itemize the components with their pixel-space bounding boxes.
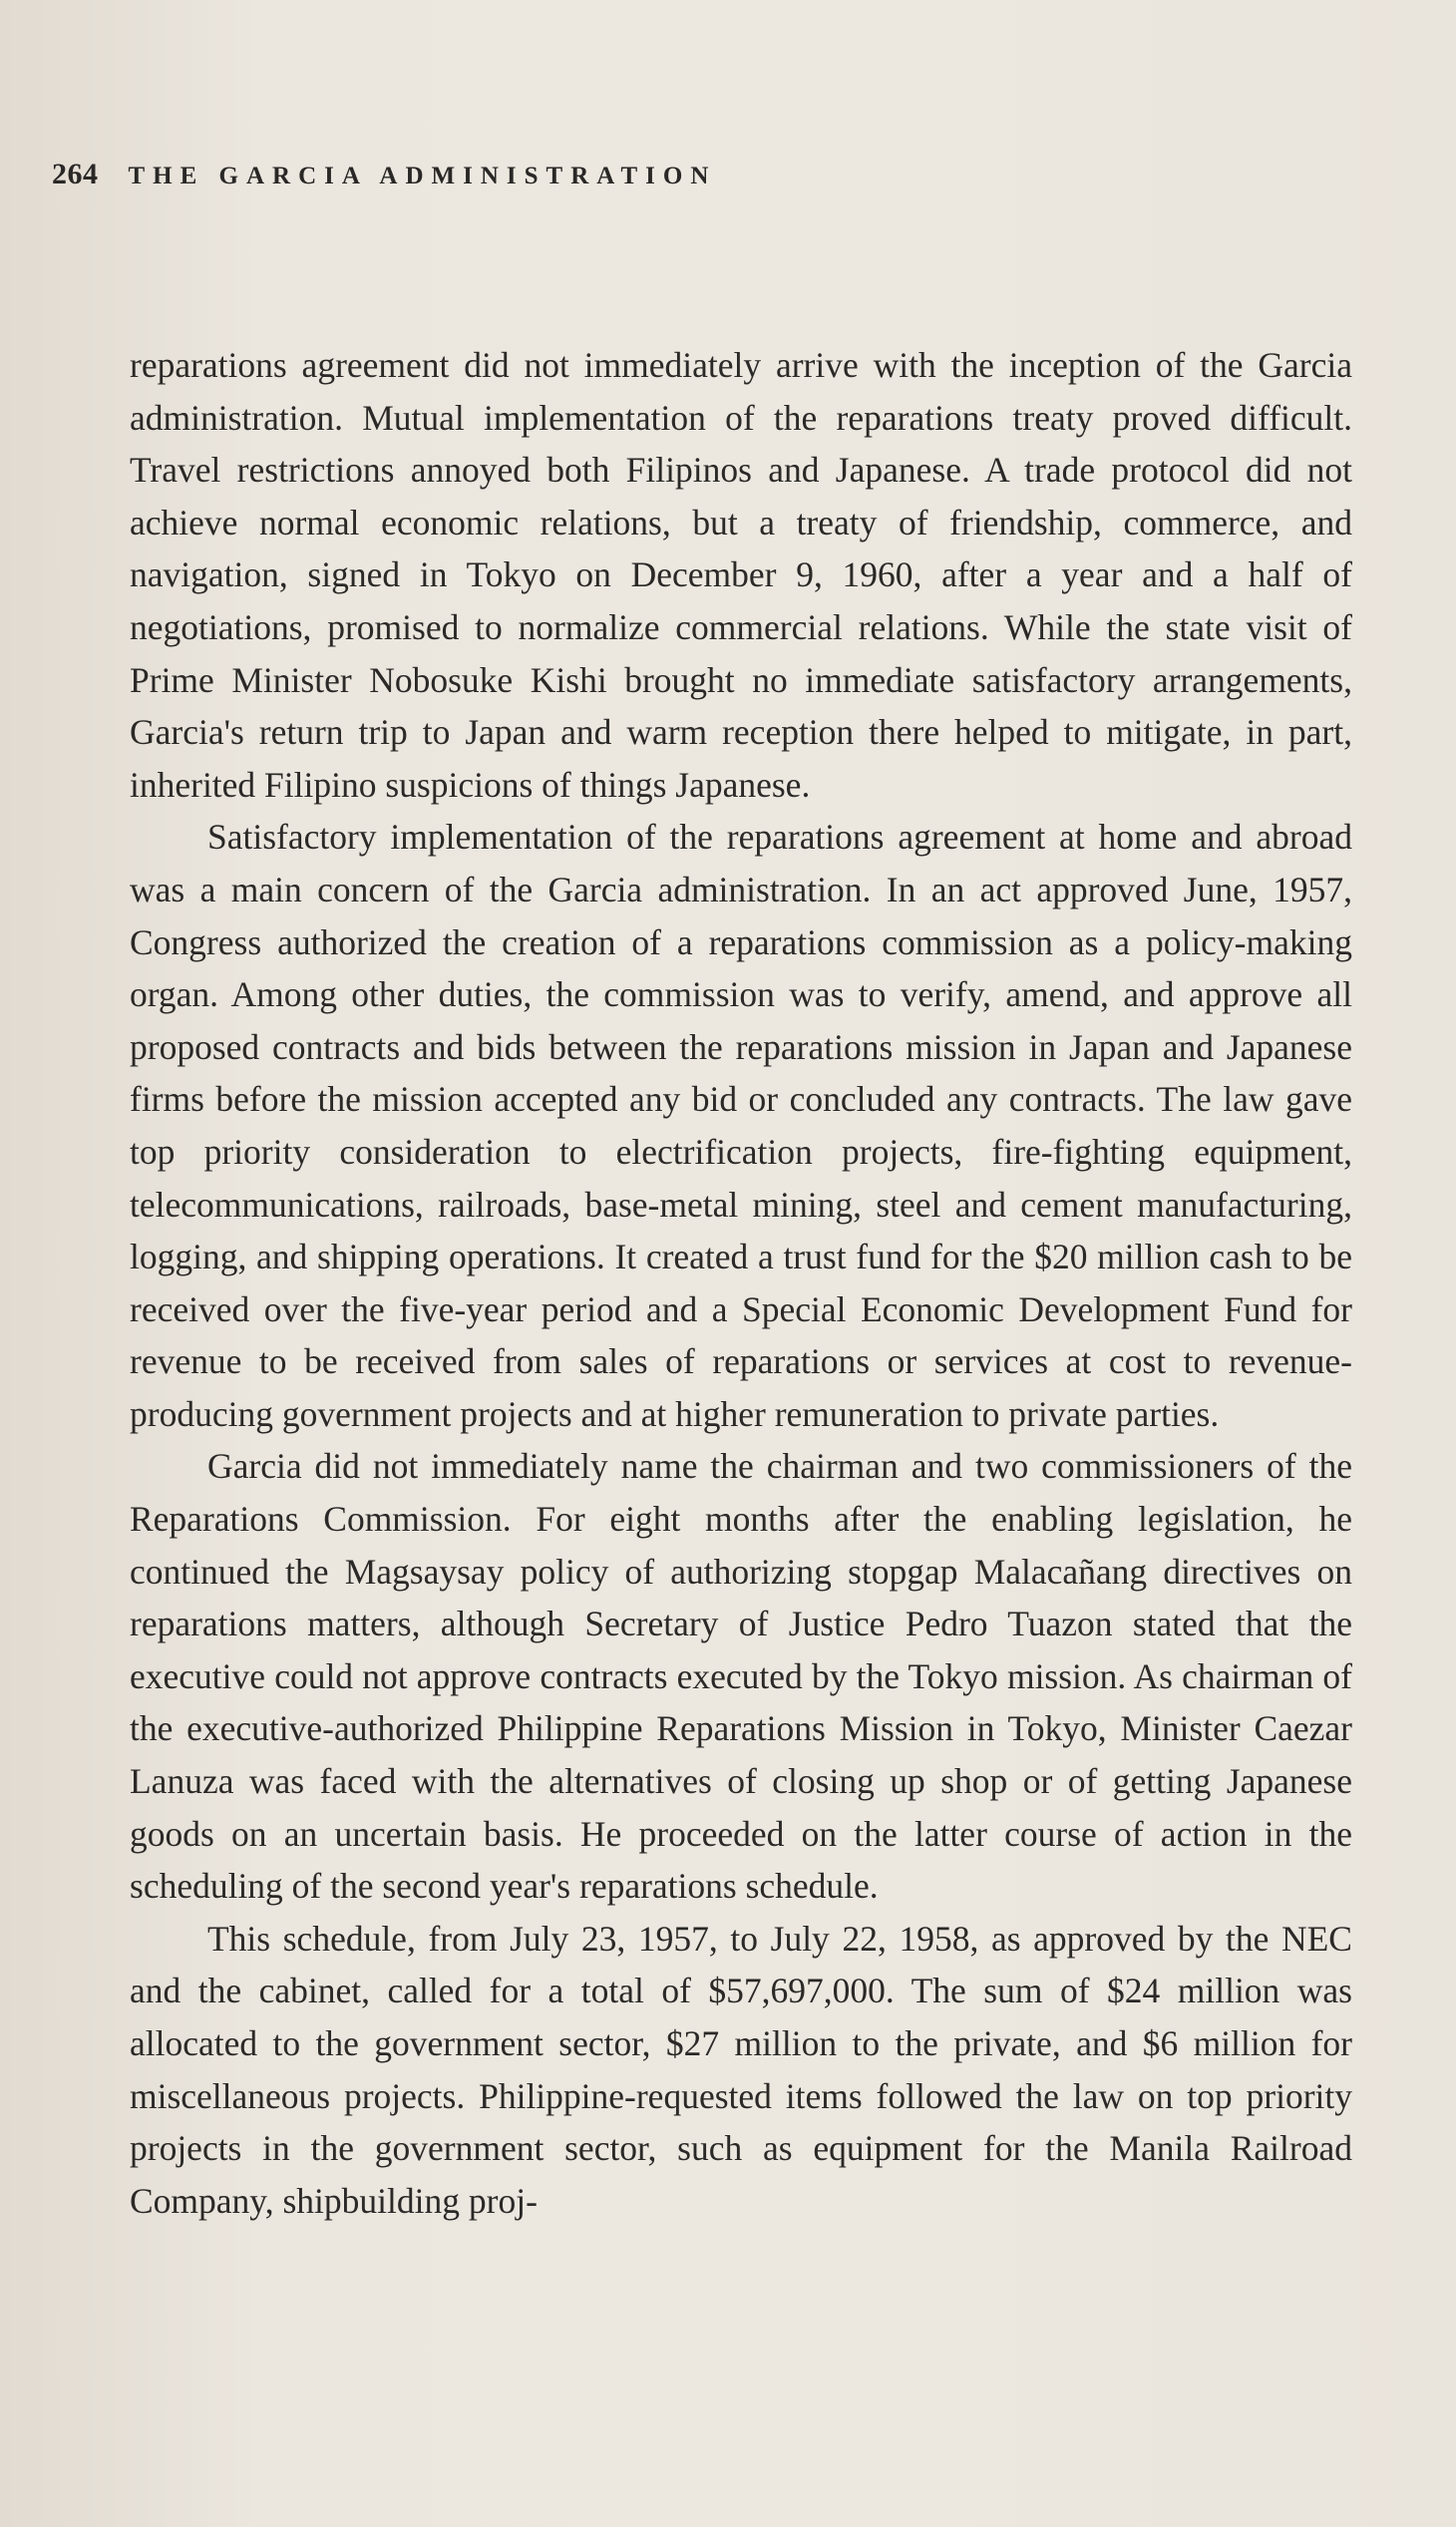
paragraph-2: Satisfactory implementation of the reparations agreement at home and abroad was a main concern of the Garcia administration. In an act approved June, 1957, Congress authorized the creation of a reparations commission as a policy-making organ. Among other duties, the commission was to verify, amend, and approve all proposed contracts and bids between the reparations mission in Japan and Japanese firms before the mission accepted any bid or concluded any contracts. The law gave top priority consideration to electrification projects, fire-fighting equipment, telecommunications, railroads, base-metal mining, steel and cement manufacturing, logging, and shipping operations. It created a trust fund for the $20 million cash to be received over the five-year period and a Special Economic Development Fund for revenue to be received from sales of reparations or services at cost to revenue-producing government projects and at higher remuneration to private parties. bbox=[130, 817, 1352, 1434]
body-text bbox=[130, 339, 1352, 2227]
page-number: 264 bbox=[52, 158, 99, 190]
running-head bbox=[52, 158, 716, 191]
paragraph-4: This schedule, from July 23, 1957, to July 22, 1958, as approved by the NEC and the cabinet, called for a total of $57,697,000. The sum of $24 million was allocated to the government sector, $27 million to the private, and $6 million for miscellaneous projects. Philippine-requested items followed the law on top priority projects in the government sector, such as equipment for the Manila Railroad Company, shipbuilding proj- bbox=[130, 1918, 1352, 2221]
paragraph-3: Garcia did not immediately name the chairman and two commissioners of the Reparations Commission. For eight months after the enabling legislation, he continued the Magsaysay policy of authorizing stopgap Malacañang directives on reparations matters, although Secretary of Justice Pedro Tuazon stated that the executive could not approve contracts executed by the Tokyo mission. As chairman of the executive-authorized Philippine Reparations Mission in Tokyo, Minister Caezar Lanuza was faced with the alternatives of closing up shop or of getting Japanese goods on an uncertain basis. He proceeded on the latter course of action in the scheduling of the second year's reparations schedule. bbox=[130, 1446, 1352, 1907]
running-title: THE GARCIA ADMINISTRATION bbox=[128, 163, 717, 189]
paragraph-1: reparations agreement did not immediately arrive with the inception of the Garcia administration. Mutual implementation of the reparations treaty proved difficult. Travel restrictions annoyed both Filipinos and Japanese. A trade protocol did not achieve normal economic relations, but a treaty of friendship, commerce, and navigation, signed in Tokyo on December 9, 1960, after a year and a half of negotiations, promised to normalize commercial relations. While the state visit of Prime Minister Nobosuke Kishi brought no immediate satisfactory arrangements, Garcia's return trip to Japan and warm reception there helped to mitigate, in part, inherited Filipino suspicions of things Japanese. bbox=[130, 345, 1352, 805]
